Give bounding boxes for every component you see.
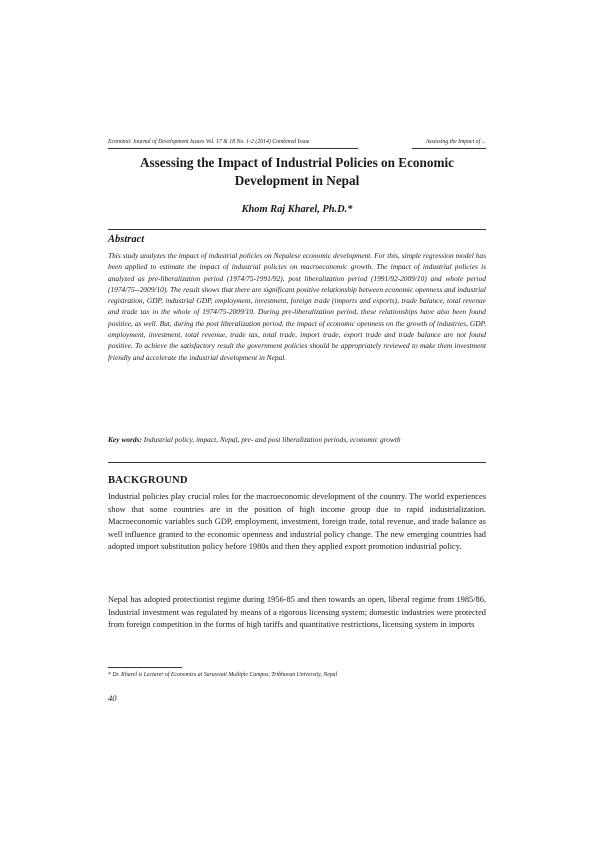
header-rule-left <box>108 148 358 149</box>
abstract-top-rule <box>108 229 486 230</box>
header-rule-right <box>412 148 486 149</box>
article-title: Assessing the Impact of Industrial Policies on Economic Development in Nepal <box>140 155 454 188</box>
article-author: Khom Raj Kharel, Ph.D.* <box>241 204 353 215</box>
footnote-rule <box>108 667 182 668</box>
body-paragraph-1: Industrial policies play crucial roles for the macroeconomic development of the country. The world experiences show that some countries are in the position of high income group due to rapid industrialization. Macroeconomic variables such GDP, employment, investment, foreign trade, total revenue, and trade balance as well influence granted to the economic openness and industrial policy change. The new emerging countries had adopted import substitution policy before 1980s and then they applied export promotion industrial policy. <box>108 492 486 551</box>
keywords-label: Key words: <box>108 435 142 444</box>
running-title: Assessing the Impact of ... <box>425 139 486 145</box>
keywords-text: Industrial policy, impact, Nepal, pre- and post liberalization periods, economic growth <box>143 435 401 444</box>
journal-citation: Economic Journal of Development Issues Vol. 17 & 18 No. 1-2 (2014) Combined Issue <box>108 139 310 145</box>
author-footnote: * Dr. Kharel is Lecturer of Economics at Saraswati Multiple Campus, Tribhuvan University, Nepal <box>108 672 338 678</box>
abstract-bottom-rule <box>108 462 486 463</box>
page-number: 40 <box>108 693 117 703</box>
abstract-heading: Abstract <box>108 234 145 245</box>
body-paragraph-2: Nepal has adopted protectionist regime during 1956-85 and then towards an open, liberal regime from 1985/86. Industrial investment was regulated by means of a rigorous licensing system; domestic industries were protected from foreign competition in the forms of high tariffs and quantitative restrictions, licensing system in imports <box>108 595 486 629</box>
keywords <box>108 434 486 445</box>
abstract-text: This study analyzes the impact of industrial policies on Nepalese economic development. For this, simple regression model has been applied to estimate the impact of industrial policies on macroeconomic growth. The impact of industrial policies is analyzed as pre-liberalization period (1974/75-1991/92), post liberalization period (1991/92-2009/10) and whole period (1974/75--2009/10). The result shows that there are significant positive relationship between economic openness and industrial registration, GDP, industrial GDP, employment, investment, foreign trade (imports and exports), trade balance, total revenue and trade tax in the whole of 1974/75-2009/10. During pre-liberalization period, these relationships have also been found positive, as well. But, during the post liberalization period, the impact of economic openness on the growth of industries, GDP, employment, investment, total revenue, trade tax, total trade, import trade, export trade and trade balance are not found positive. To achieve the satisfactory result the government policies should be appropriately reviewed to make them investment friendly and accelerate the industrial development in Nepal. <box>108 251 486 362</box>
section-heading-background: BACKGROUND <box>108 475 188 486</box>
